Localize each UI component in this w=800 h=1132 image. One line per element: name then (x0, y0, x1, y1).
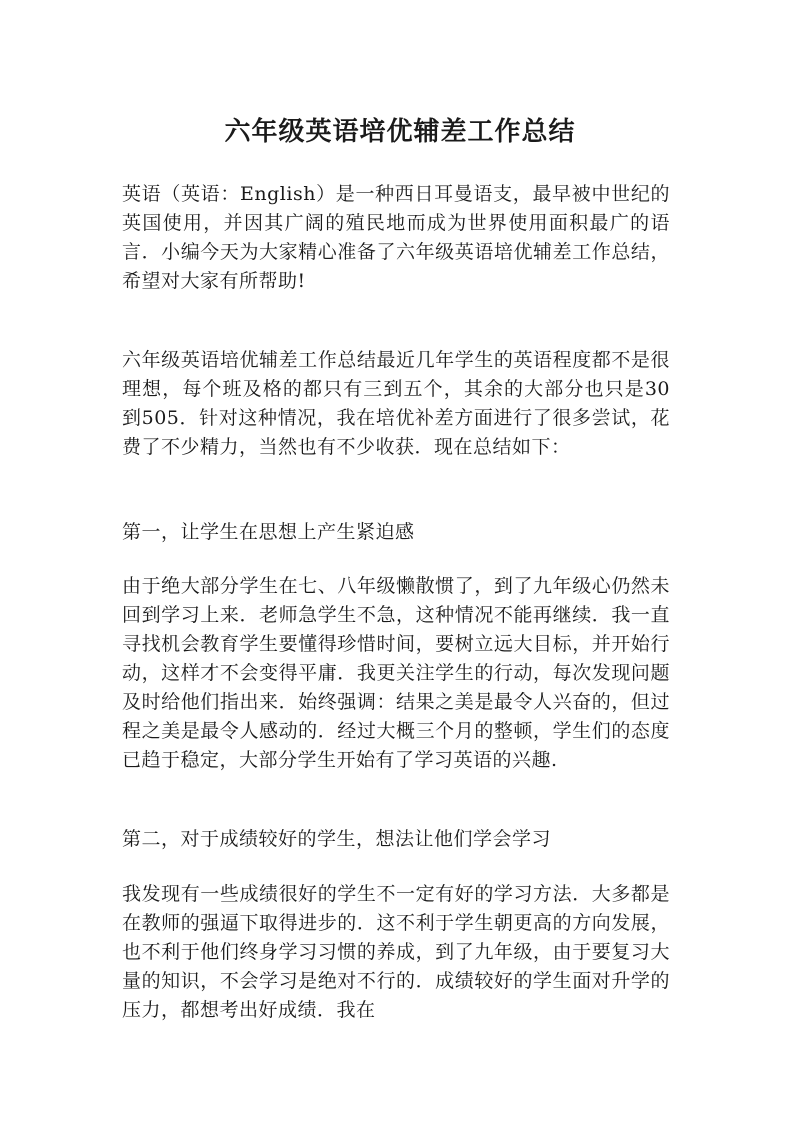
intro-paragraph: 英语（英语：English）是一种西日耳曼语支，最早被中世纪的英国使用，并因其广阔的殖民地而成为世界使用面积最广的语言．小编今天为大家精心准备了六年级英语培优辅差工作总结，希望对大家有所帮助! (122, 183, 670, 292)
summary-paragraph: 六年级英语培优辅差工作总结最近几年学生的英语程度都不是很理想，每个班及格的都只有三到五个，其余的大部分也只是30到505．针对这种情况，我在培优补差方面进行了很多尝试，花费了不少精力，当然也有不少收获．现在总结如下： (122, 349, 670, 458)
section-2-heading: 第二，对于成绩较好的学生，想法让他们学会学习 (122, 828, 552, 850)
section-1-heading: 第一，让学生在思想上产生紧迫感 (122, 521, 415, 543)
document-title: 六年级英语培优辅差工作总结 (224, 117, 576, 147)
section-1-paragraph: 由于绝大部分学生在七、八年级懒散惯了，到了九年级心仍然未回到学习上来．老师急学生不急，这种情况不能再继续．我一直寻找机会教育学生要懂得珍惜时间，要树立远大目标，并开始行动，这样才不会变得平庸．我更关注学生的行动，每次发现问题及时给他们指出来．始终强调：结果之美是最令人兴奋的，但过程之美是最令人感动的．经过大概三个月的整顿，学生们的态度已趋于稳定，大部分学生开始有了学习英语的兴趣. (122, 575, 670, 771)
section-2-paragraph: 我发现有一些成绩很好的学生不一定有好的学习方法．大多都是在教师的强逼下取得进步的．这不利于学生朝更高的方向发展，也不利于他们终身学习习惯的养成，到了九年级，由于要复习大量的知识，不会学习是绝对不行的．成绩较好的学生面对升学的压力，都想考出好成绩．我在 (122, 883, 670, 1021)
